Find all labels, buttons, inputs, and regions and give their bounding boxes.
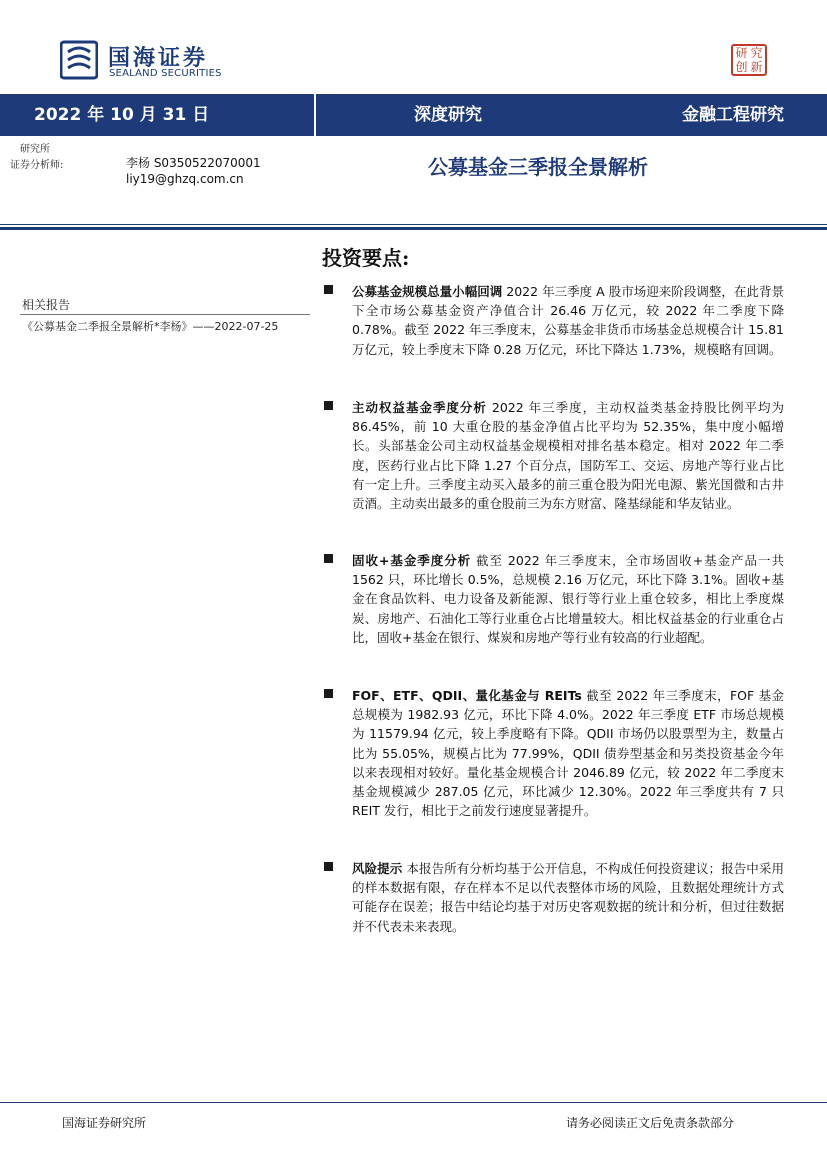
- bullet-square-icon: [324, 689, 333, 698]
- related-report-link[interactable]: 《公募基金二季报全景解析*李杨》——2022-07-25: [22, 320, 279, 333]
- key-point-text: 截至 2022 年三季度末，FOF 基金总规模为 1982.93 亿元，环比下降 4.0%。2022 年三季度 ETF 市场总规模为 11579.94 亿元，较上季度略有下降。QDII 市场仍以股票型为主，数量占比为 55.05%，规模占比为 77.99%，QDII 债券型基金和另类投资基金今年以来表现相对较好。量化基金规模合计 2046.89 亿元，较 2022 年二季度末基金规模减少 287.05 亿元，环比减少 12.30%。2022 年三季度共有 7 只 REIT 发行，相比于之前发行速度显著提升。: [352, 688, 784, 819]
- bullet-square-icon: [324, 862, 333, 871]
- key-point-title: 公募基金规模总量小幅回调: [352, 284, 503, 299]
- report-date: 2022 年 10 月 31 日: [0, 94, 314, 136]
- bullet-square-icon: [324, 554, 333, 563]
- related-reports-title: 相关报告: [22, 298, 71, 312]
- report-category: 金融工程研究: [682, 105, 784, 125]
- key-point-text: 截至 2022 年三季度末，全市场固收+基金产品一共 1562 只，环比增长 0.5%，总规模 2.16 万亿元，环比下降 3.1%。固收+基金在食品饮料、电力设备及新能源、银行等行业上重仓较多，相比上季度煤炭、房地产、石油化工等行业重仓占比增量较大。相比权益基金的行业重仓占比，固收+基金在银行、煤炭和房地产等行业有较高的行业超配。: [352, 553, 784, 645]
- key-point-item: [324, 398, 784, 513]
- report-type: 深度研究: [414, 105, 482, 125]
- seal-char: 创: [735, 60, 748, 74]
- logo-english-name: SEALAND SECURITIES: [109, 68, 222, 79]
- key-point-title: FOF、ETF、QDII、量化基金与 REITs: [352, 688, 582, 703]
- sealand-logo-icon: [60, 40, 98, 80]
- key-point-text: 2022 年三季度，主动权益类基金持股比例平均为 86.45%，前 10 大重仓股的基金净值占比平均为 52.35%，集中度小幅增长。头部基金公司主动权益基金规模相对排名基本稳定。相对 2022 年二季度，医药行业占比下降 1.27 个百分点，国防军工、交运、房地产等行业占比有一定上升。三季度主动买入最多的前三重仓股为阳光电源、紫光国微和古井贡酒。主动卖出最多的重仓股前三为东方财富、隆基绿能和华友钴业。: [352, 400, 784, 512]
- key-point-item: [324, 686, 784, 820]
- key-point-item: [324, 282, 784, 359]
- key-point-item: [324, 859, 784, 936]
- footer-disclaimer-note: 请务必阅读正文后免责条款部分: [566, 1116, 735, 1130]
- report-title: 公募基金三季报全景解析: [428, 155, 648, 179]
- bullet-square-icon: [324, 401, 333, 410]
- bullet-square-icon: [324, 285, 333, 294]
- footer-divider: [0, 1102, 827, 1103]
- seal-char: 究: [750, 46, 763, 60]
- key-point-title: 固收+基金季度分析: [352, 553, 472, 568]
- divider: [0, 224, 827, 225]
- key-point-text: 2022 年三季度 A 股市场迎来阶段调整，在此背景下全市场公募基金资产净值合计 26.46 万亿元，较 2022 年二季度下降 0.78%。截至 2022 年三季度末，公募基金非货币市场基金总规模合计 15.81 万亿元，较上季度末下降 0.28 万亿元，环比下降达 1.73%，规模略有回调。: [352, 284, 784, 357]
- key-point-text: 本报告所有分析均基于公开信息，不构成任何投资建议；报告中采用的样本数据有限，存在样本不足以代表整体市场的风险，且数据处理统计方式可能存在误差；报告中结论均基于对历史客观数据的统计和分析，但过往数据并不代表未来表现。: [352, 861, 784, 934]
- research-seal-icon: [731, 44, 767, 76]
- divider: [0, 227, 827, 230]
- logo-chinese-name: 国海证券: [108, 46, 209, 71]
- analyst-name-cert: 李杨 S0350522070001: [126, 156, 261, 170]
- divider: [20, 314, 310, 315]
- institute-label: 研究所: [20, 144, 50, 155]
- key-point-item: [324, 551, 784, 647]
- seal-char: 新: [750, 60, 763, 74]
- analyst-label: 证券分析师:: [10, 160, 64, 171]
- analyst-email[interactable]: liy19@ghzq.com.cn: [126, 172, 244, 186]
- key-points-heading: 投资要点:: [322, 246, 410, 270]
- footer-institute: 国海证券研究所: [62, 1116, 147, 1130]
- seal-char: 研: [735, 46, 748, 60]
- key-point-title: 风险提示: [352, 861, 403, 876]
- key-point-title: 主动权益基金季度分析: [352, 400, 487, 415]
